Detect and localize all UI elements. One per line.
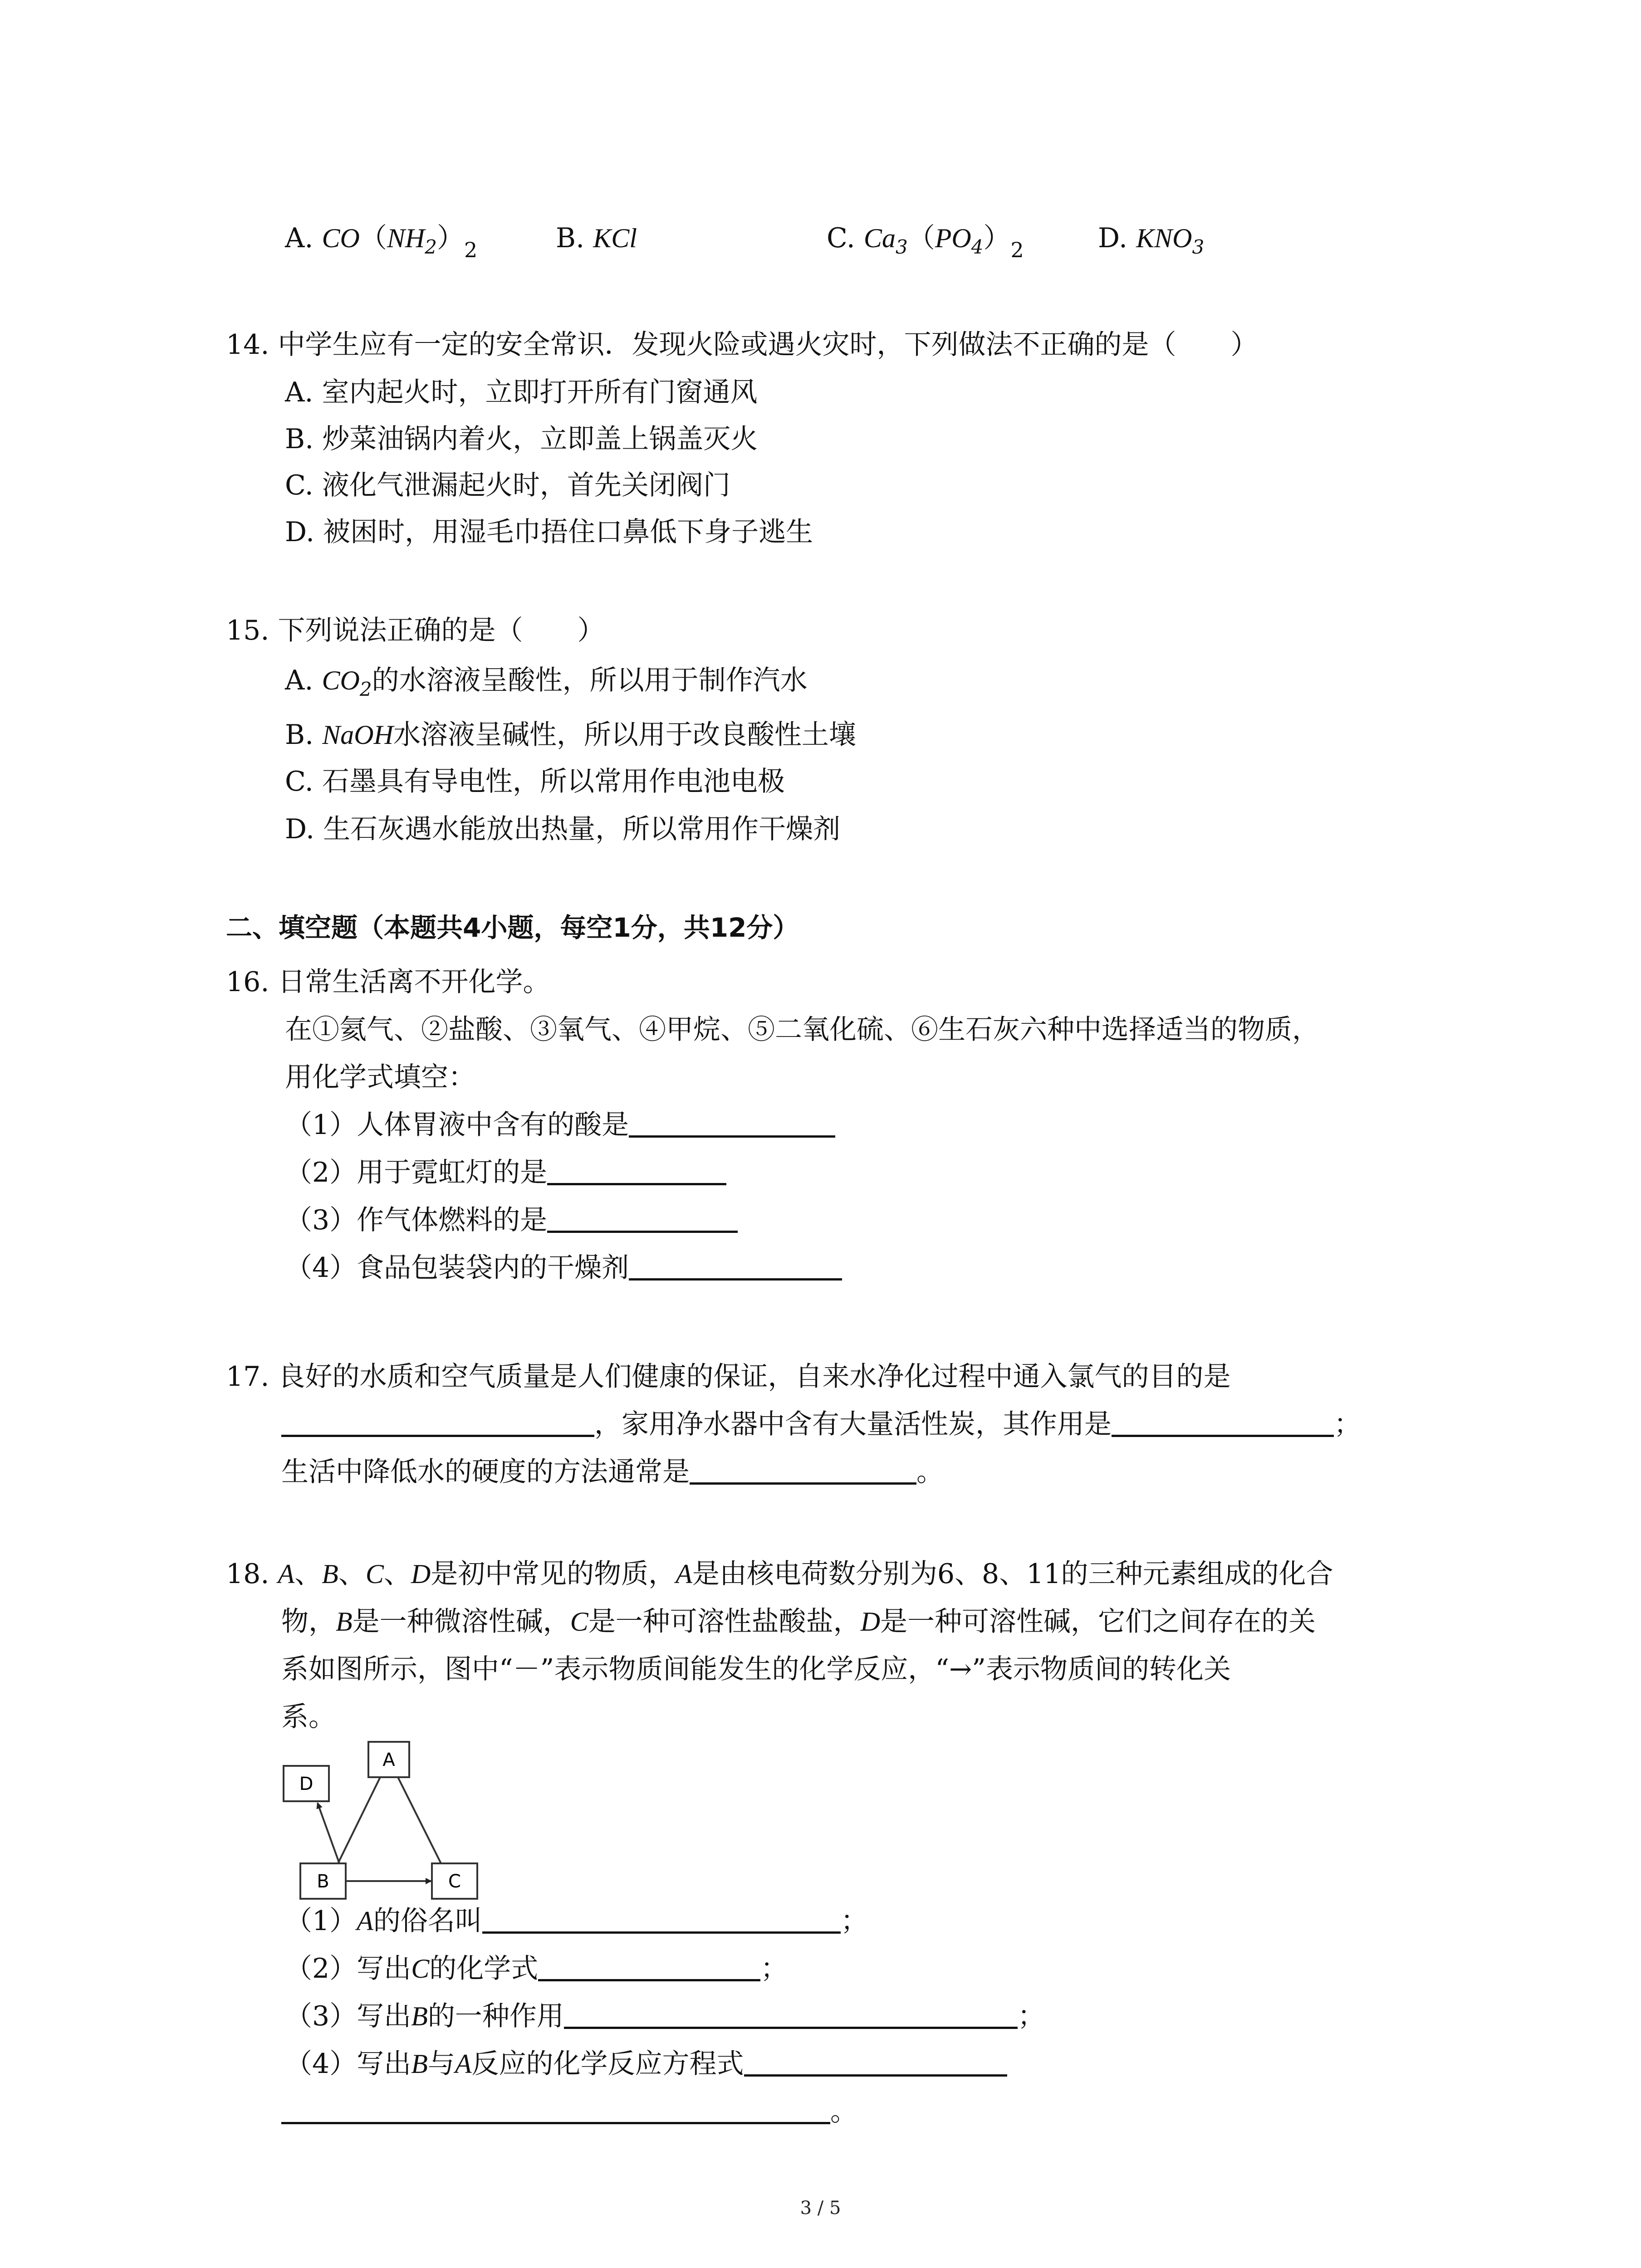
part-text: 反应的化学反应方程式	[471, 2048, 744, 2080]
part-text: （1）	[285, 1905, 357, 1937]
answer-blank[interactable]	[281, 2095, 830, 2124]
answer-blank[interactable]	[564, 1999, 1018, 2029]
subscript: 3	[895, 236, 908, 258]
q18-line4: 系。	[281, 1701, 336, 1733]
relationship-diagram	[272, 1740, 490, 1912]
q17-line3	[281, 1454, 944, 1490]
q13-option-c	[827, 220, 1024, 268]
box-c-label: C	[448, 1871, 461, 1892]
part-text: 与	[427, 2048, 455, 2080]
subscript: 2	[1010, 238, 1024, 262]
q15-option-c: C. 石墨具有导电性，所以常用作电池电极	[285, 766, 785, 797]
punct: 、	[294, 1558, 322, 1590]
part-text: （1）人体胃液中含有的酸是	[285, 1109, 629, 1141]
formula-part: Ca	[863, 223, 896, 253]
part-text: （4）写出	[285, 2048, 411, 2080]
var: A	[676, 1559, 692, 1589]
part-text: （2）写出	[285, 1953, 411, 1984]
q18-part2	[285, 1950, 788, 1987]
part-text: 生活中降低水的硬度的方法通常是	[281, 1456, 690, 1488]
var: C	[365, 1559, 384, 1589]
q18-part4-continued	[281, 2093, 857, 2130]
q16-stem: 16. 日常生活离不开化学。	[226, 966, 550, 998]
option-label: C.	[827, 222, 855, 254]
q18-line3: 系如图所示，图中“－”表示物质间能发生的化学反应，“→”表示物质间的转化关	[281, 1653, 1231, 1685]
formula-part: CO	[322, 665, 360, 695]
answer-blank[interactable]	[547, 1203, 738, 1233]
option-text: 的水溶液呈酸性，所以用于制作汽水	[372, 665, 808, 696]
q18-part1	[285, 1903, 868, 1939]
text: 是一种可溶性碱，它们之间存在的关	[880, 1606, 1316, 1637]
answer-blank[interactable]	[547, 1156, 726, 1185]
option-label: D.	[1098, 222, 1128, 254]
link-a-b	[338, 1777, 380, 1863]
q17-line2	[281, 1406, 1361, 1442]
q18-part3	[285, 1998, 1045, 2034]
answer-blank[interactable]	[482, 1904, 841, 1934]
formula-part: KNO	[1136, 223, 1192, 253]
box-b-label: B	[317, 1871, 329, 1892]
formula-part: PO	[935, 223, 971, 253]
formula-part: NaOH	[322, 720, 393, 750]
q16-part1	[285, 1107, 835, 1143]
var: D	[860, 1607, 881, 1637]
paren: （	[359, 222, 387, 254]
question-number: 18.	[226, 1558, 269, 1590]
subscript: 4	[971, 236, 984, 258]
q13-option-b	[556, 220, 637, 256]
q16-part2	[285, 1154, 726, 1191]
option-label: B.	[556, 222, 585, 254]
var: A	[278, 1559, 295, 1589]
answer-blank[interactable]	[1112, 1408, 1334, 1437]
q14-option-a: A. 室内起火时，立即打开所有门窗通风	[285, 376, 758, 408]
text: 是一种可溶性盐酸盐，	[588, 1606, 861, 1637]
var: C	[570, 1607, 588, 1637]
answer-blank[interactable]	[690, 1455, 916, 1485]
q13-option-a	[285, 220, 477, 268]
q18-part4	[285, 2046, 1007, 2082]
var: C	[411, 1954, 430, 1984]
q16-line2: 用化学式填空：	[285, 1061, 475, 1093]
q14-option-b: B. 炒菜油锅内着火，立即盖上锅盖灭火	[285, 423, 758, 455]
punct: ；	[840, 1905, 868, 1937]
answer-blank[interactable]	[629, 1251, 842, 1281]
q15-stem: 15. 下列说法正确的是（ ）	[226, 615, 605, 646]
formula-part: CO	[322, 223, 360, 253]
box-a-label: A	[382, 1750, 395, 1770]
answer-blank[interactable]	[281, 1408, 594, 1437]
var: B	[411, 2001, 428, 2031]
part-text: ，家用净水器中含有大量活性炭，其作用是	[594, 1408, 1112, 1440]
subscript: 2	[359, 678, 372, 700]
formula-part: KCl	[593, 223, 637, 253]
var: B	[411, 2049, 428, 2079]
section-title: 二、填空题（本题共4小题，每空1分，共12分）	[226, 912, 799, 943]
box-d-label: D	[299, 1774, 314, 1794]
subscript: 3	[1192, 236, 1205, 258]
q14-stem: 14. 中学生应有一定的安全常识．发现火险或遇火灾时，下列做法不正确的是（ ）	[226, 329, 1258, 361]
q13-option-d	[1098, 220, 1204, 265]
part-text: （4）食品包装袋内的干燥剂	[285, 1252, 629, 1284]
q15-option-a	[285, 662, 808, 708]
link-a-c	[398, 1777, 441, 1863]
answer-blank[interactable]	[744, 2047, 1007, 2077]
punct: 、	[338, 1558, 366, 1590]
q16-part3	[285, 1202, 738, 1238]
arrow-b-d	[318, 1803, 339, 1863]
punct: ；	[1017, 2000, 1045, 2032]
punct: 。	[830, 2096, 857, 2127]
punct: 、	[383, 1558, 411, 1590]
formula-part: NH	[387, 223, 425, 253]
text: 是初中常见的物质，	[431, 1558, 676, 1590]
q15-option-b	[285, 717, 856, 753]
q18-line1	[226, 1556, 1333, 1592]
q16-line1: 在①氦气、②盐酸、③氧气、④甲烷、⑤二氧化硫、⑥生石灰六种中选择适当的物质，	[285, 1014, 1319, 1046]
punct: ；	[760, 1953, 788, 1984]
subscript: 2	[425, 236, 437, 258]
text: 是由核电荷数分别为6、8、11的三种元素组成的化合	[692, 1558, 1333, 1590]
part-text: 的化学式	[429, 1953, 539, 1984]
q14-option-c: C. 液化气泄漏起火时，首先关闭阀门	[285, 469, 730, 501]
part-text: 的一种作用	[427, 2000, 564, 2032]
var: B	[336, 1607, 353, 1637]
punct: ；	[1334, 1408, 1361, 1440]
text: 物，	[281, 1606, 336, 1637]
q15-option-d: D. 生石灰遇水能放出热量，所以常用作干燥剂	[285, 813, 841, 845]
punct: 。	[916, 1456, 944, 1488]
part-text: 的俗名叫	[373, 1905, 482, 1937]
paren: ）	[436, 222, 464, 254]
option-label: A.	[285, 222, 314, 254]
paren: ）	[983, 222, 1011, 254]
text: 是一种微溶性碱，	[352, 1606, 570, 1637]
q14-option-d: D. 被困时，用湿毛巾捂住口鼻低下身子逃生	[285, 516, 813, 548]
var: A	[455, 2049, 472, 2079]
part-text: （2）用于霓虹灯的是	[285, 1157, 548, 1188]
q16-part4	[285, 1250, 842, 1286]
var: D	[411, 1559, 431, 1589]
option-label: A.	[285, 665, 314, 696]
q17-line1: 17. 良好的水质和空气质量是人们健康的保证，自来水净化过程中通入氯气的目的是	[226, 1361, 1231, 1393]
answer-blank[interactable]	[538, 1952, 760, 1981]
part-text: （3）作气体燃料的是	[285, 1204, 548, 1236]
part-text: （3）写出	[285, 2000, 411, 2032]
option-text: 水溶液呈碱性，所以用于改良酸性土壤	[393, 719, 856, 751]
paren: （	[907, 222, 935, 254]
subscript: 2	[464, 238, 478, 262]
page-number: 3 / 5	[800, 2198, 841, 2219]
q18-line2	[281, 1603, 1316, 1640]
var: B	[322, 1559, 338, 1589]
answer-blank[interactable]	[629, 1108, 835, 1138]
var: A	[357, 1906, 373, 1936]
option-label: B.	[285, 719, 314, 751]
